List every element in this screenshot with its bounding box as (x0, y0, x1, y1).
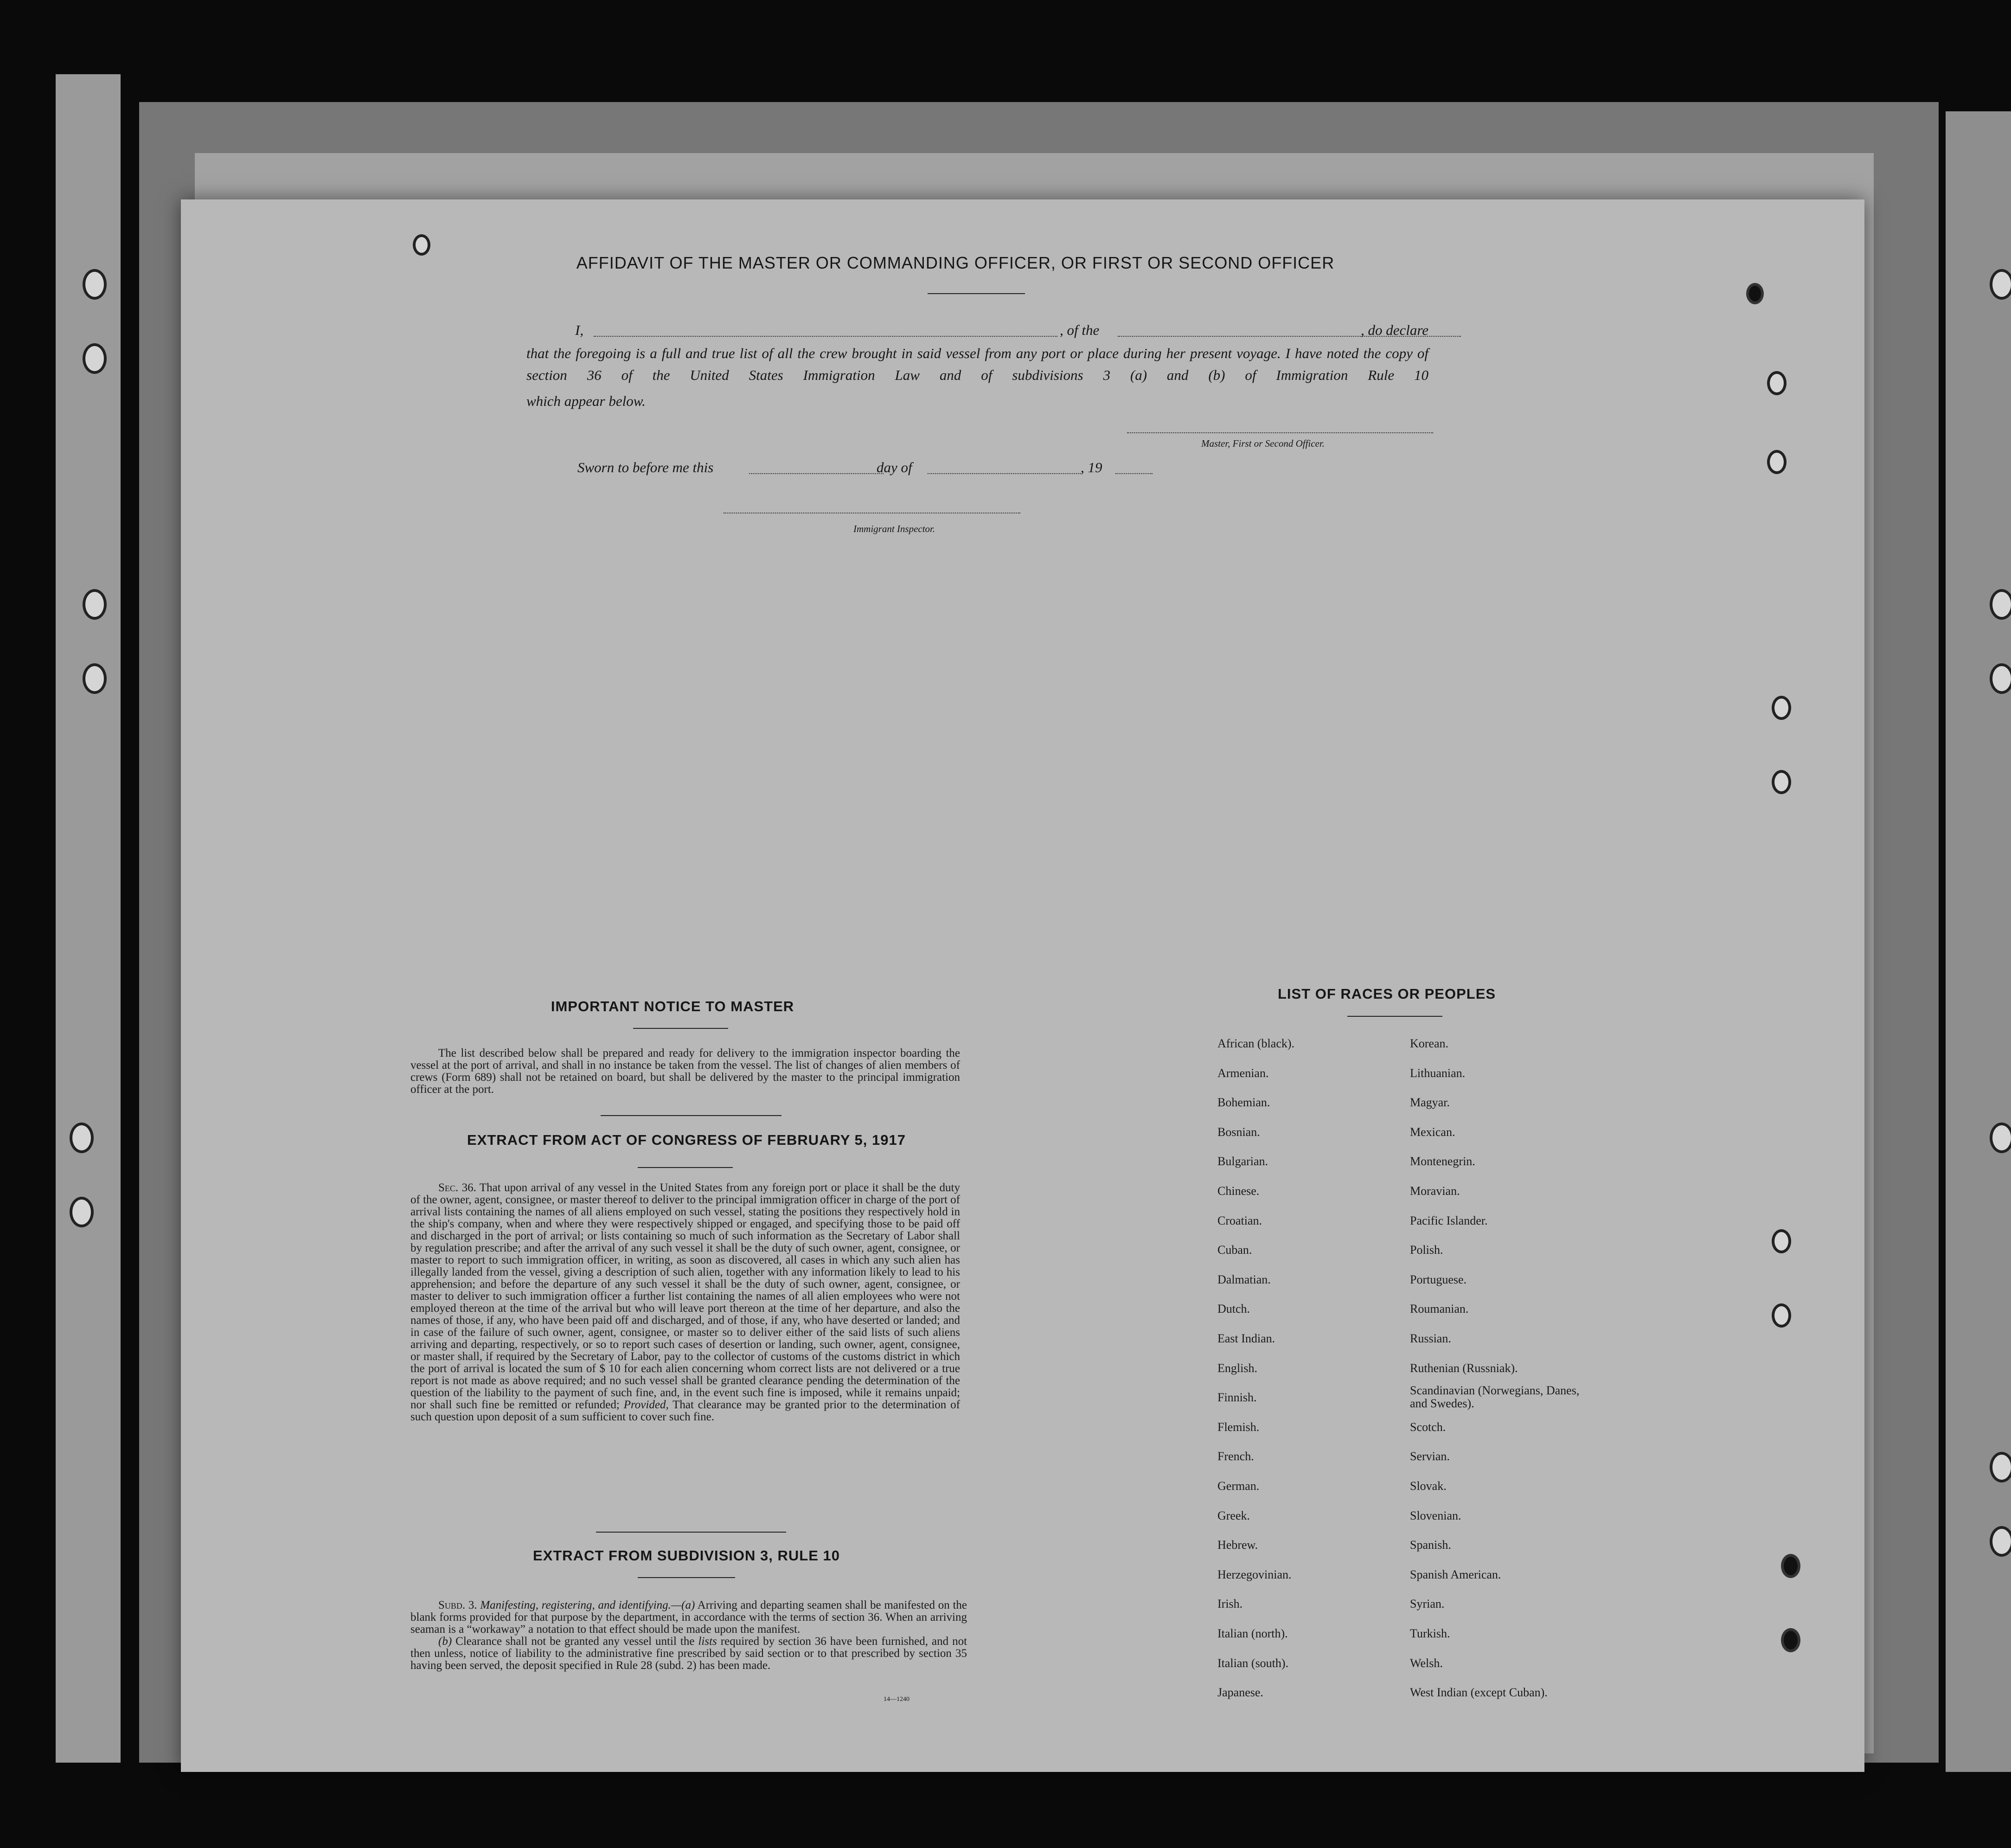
race-item: Turkish. (1410, 1627, 1450, 1640)
rule-text-b1: Clearance shall not be granted any vessel until the (455, 1635, 695, 1648)
binder-hole (83, 663, 107, 694)
race-item: Spanish. (1410, 1538, 1451, 1552)
binder-hole (83, 343, 107, 374)
binder-hole (1990, 1452, 2011, 1482)
name-blank[interactable] (594, 336, 1057, 337)
affidavit-i: I, (575, 322, 584, 338)
race-item: Korean. (1410, 1037, 1449, 1050)
sworn-line (577, 459, 1157, 481)
rule-text-a: Arriving and departing seamen shall be manifested on the blank forms provided for that purpose by the department, in accordance with the terms of section 36. When an arriving seaman is a “workaway” a notation to that effect should be made upon the manifest. (410, 1599, 967, 1636)
race-item: Lithuanian. (1410, 1066, 1466, 1080)
race-item: Italian (south). (1217, 1656, 1289, 1670)
section-divider (596, 1532, 786, 1533)
race-item: Japanese. (1217, 1686, 1263, 1700)
race-item: Italian (north). (1217, 1627, 1288, 1640)
form-number: 14—1240 (884, 1696, 909, 1703)
notice-rule (633, 1028, 728, 1029)
race-item: Scotch. (1410, 1420, 1446, 1434)
year-blank[interactable] (1115, 473, 1153, 474)
form-page (181, 199, 1864, 1772)
binder-hole (413, 234, 430, 256)
day-of-text: day of (877, 459, 912, 475)
race-item: Cuban. (1217, 1243, 1252, 1257)
binder-hole (1772, 1303, 1791, 1328)
races-rule (1347, 1016, 1442, 1017)
race-item: Moravian. (1410, 1184, 1460, 1198)
race-item: Chinese. (1217, 1184, 1260, 1198)
binder-hole (70, 1197, 94, 1227)
race-item: Finnish. (1217, 1391, 1257, 1405)
race-item: Mexican. (1410, 1125, 1455, 1139)
year-text: , 19 (1081, 459, 1102, 475)
act-section-label: Sec. 36. (438, 1181, 476, 1194)
section-divider (601, 1115, 781, 1116)
rule-lists-word: lists (698, 1635, 717, 1648)
binder-hole (1990, 269, 2011, 300)
race-item: Bohemian. (1217, 1096, 1270, 1110)
act-text-end: That clearance may be granted prior to the determination of such question upon deposit of a sum sufficient to cover such fine. (410, 1399, 960, 1423)
race-item: Pacific Islander. (1410, 1213, 1488, 1227)
binder-hole (1990, 1123, 2011, 1153)
race-item: Slovak. (1410, 1479, 1447, 1493)
sworn-text: Sworn to before me this (577, 459, 714, 475)
binder-hole (1746, 283, 1764, 304)
rule-heading: Manifesting, registering, and identifying.—(a) (480, 1599, 695, 1611)
act-text: That upon arrival of any vessel in the United States from any foreign port or place it shall be the duty of the owner, agent, consignee, or master thereof to deliver to the principal immigration officer in charge of the port of arrival lists containing the names of all aliens employed on such vessel, stating the positions they respectively hold in the ship's company, when and where they were respectively shipped or engaged, and specifying those to be paid off and discharged in the port of arrival; or lists containing so much of such information as the Secretary of Labor shall by regulation prescribe; and after the arrival of any such vessel it shall be the duty of such owner, agent, consignee, or master to report to such immigration officer, in writing, as soon as discovered, all cases in which any such alien has illegally landed from the vessel, giving a description of such alien, together with any information likely to lead to his apprehension; and before the departure of any such vessel it shall be the duty of such owner, agent, consignee, or master to deliver to such immigration officer a further list containing the names of all alien employees who were not employed thereon at the time of the arrival but who will leave port thereon at the time of her departure, and also the names of those, if any, who have been paid off and discharged, and of those, if any, who have deserted or landed; and in case of the failure of such owner, agent, consignee, or master so to deliver either of the said lists of such aliens arriving and departing, respectively, or so to report such cases of desertion or landing, such owner, agent, consignee, or master shall, if required by the Secretary of Labor, pay to the collector of customs of the customs district in which the port of arrival is located the sum of $ 10 for each alien concerning whom correct lists are not delivered or a true report is not made as above required; and no such vessel shall be granted clearance pending the determination of the question of the liability to the payment of such fine, and, in the event such fine is imposed, while it remains unpaid; nor shall such fine be remitted or refunded; (410, 1181, 960, 1411)
binder-hole (1772, 770, 1791, 794)
day-blank[interactable] (749, 473, 884, 474)
binder-hole (83, 269, 107, 300)
race-item: Scandinavian (Norwegians, Danes, and Swedes). (1410, 1384, 1580, 1411)
inspector-label: Immigrant Inspector. (853, 523, 935, 534)
race-item: Hebrew. (1217, 1538, 1258, 1552)
races-title: LIST OF RACES OR PEOPLES (1277, 986, 1496, 1002)
act-text-block (410, 1182, 960, 1423)
rule-rule (638, 1577, 735, 1578)
race-item: Welsh. (1410, 1656, 1443, 1670)
race-item: Roumanian. (1410, 1302, 1469, 1316)
race-item: Croatian. (1217, 1213, 1262, 1227)
race-item: Greek. (1217, 1508, 1250, 1522)
race-item: African (black). (1217, 1037, 1295, 1050)
race-item: Dutch. (1217, 1302, 1250, 1316)
race-item: Montenegrin. (1410, 1155, 1475, 1168)
race-item: West Indian (except Cuban). (1410, 1686, 1548, 1700)
race-item: Polish. (1410, 1243, 1443, 1257)
notice-title: IMPORTANT NOTICE TO MASTER (551, 998, 794, 1014)
title-rule (928, 293, 1025, 294)
race-item: French. (1217, 1450, 1254, 1463)
binder-hole (1767, 371, 1787, 395)
notice-text-block (410, 1047, 960, 1096)
race-item: Slovenian. (1410, 1508, 1461, 1522)
race-item: English. (1217, 1361, 1257, 1375)
affidavit-body: that the foregoing is a full and true list of all the crew brought in said vessel from any port or place during her present voyage. I have noted the copy of section 36 of the United States Immigration Law and of subdivisions 3 (a) and (b) of Immigration Rule 10 (526, 345, 1428, 383)
binder-hole (1767, 450, 1787, 474)
signature-label: Master, First or Second Officer. (1201, 438, 1325, 449)
rule-text-block (410, 1599, 967, 1672)
binder-hole (1990, 663, 2011, 694)
rule-text-b2: required by section 36 have been furnished, and not then unless, notice of liability to the administrative fine prescribed by said section or to that prescribed by section 35 having been served, the deposit specified in Rule 28 (subd. 2) has been made. (410, 1635, 967, 1672)
left-film-strip (56, 74, 121, 1763)
rule-b-label: (b) (438, 1635, 452, 1648)
rule-title: EXTRACT FROM SUBDIVISION 3, RULE 10 (533, 1547, 840, 1564)
affidavit-declarant-line (575, 320, 1428, 342)
affidavit-title: AFFIDAVIT OF THE MASTER OR COMMANDING OFFICER, OR FIRST OR SECOND OFFICER (576, 253, 1335, 272)
signature-blank[interactable] (1127, 432, 1433, 433)
binder-hole (1990, 1526, 2011, 1557)
race-item: Bulgarian. (1217, 1155, 1268, 1168)
race-item: Ruthenian (Russniak). (1410, 1361, 1518, 1375)
race-item: Armenian. (1217, 1066, 1269, 1080)
race-item: Syrian. (1410, 1597, 1445, 1611)
race-item: Servian. (1410, 1450, 1450, 1463)
binder-hole (1990, 589, 2011, 620)
race-item: German. (1217, 1479, 1260, 1493)
race-item: Bosnian. (1217, 1125, 1260, 1139)
binder-hole (1772, 1229, 1791, 1253)
race-item: Russian. (1410, 1332, 1451, 1345)
race-item: Dalmatian. (1217, 1272, 1271, 1286)
binder-hole (83, 589, 107, 620)
act-provided: Provided, (623, 1399, 669, 1411)
notice-text: The list described below shall be prepared and ready for delivery to the immigration inspector boarding the vessel at the port of arrival, and shall in no instance be taken from the vessel. The list of changes of alien members of crews (Form 689) shall not be retained on board, but shall be delivered by the master to the principal immigration officer at the port. (410, 1047, 960, 1096)
race-item: Flemish. (1217, 1420, 1260, 1434)
race-item: Irish. (1217, 1597, 1243, 1611)
race-item: East Indian. (1217, 1332, 1275, 1345)
affidavit-body-last: which appear below. (526, 393, 646, 409)
binder-hole (1781, 1554, 1800, 1578)
race-item: Magyar. (1410, 1096, 1450, 1110)
binder-hole (70, 1123, 94, 1153)
month-blank[interactable] (928, 473, 1081, 474)
race-item: Herzegovinian. (1217, 1567, 1292, 1581)
affidavit-do-declare: , do declare (1360, 322, 1428, 338)
race-item: Portuguese. (1410, 1272, 1467, 1286)
rule-subd-label: Subd. 3. (438, 1599, 477, 1611)
race-item: Spanish American. (1410, 1567, 1501, 1581)
binder-hole (1781, 1628, 1800, 1652)
right-film-strip (1946, 111, 2011, 1772)
binder-hole (1772, 696, 1791, 720)
affidavit-of-the: , of the (1060, 322, 1100, 338)
act-title: EXTRACT FROM ACT OF CONGRESS OF FEBRUARY 5, 1917 (467, 1132, 906, 1148)
act-rule (638, 1167, 733, 1168)
